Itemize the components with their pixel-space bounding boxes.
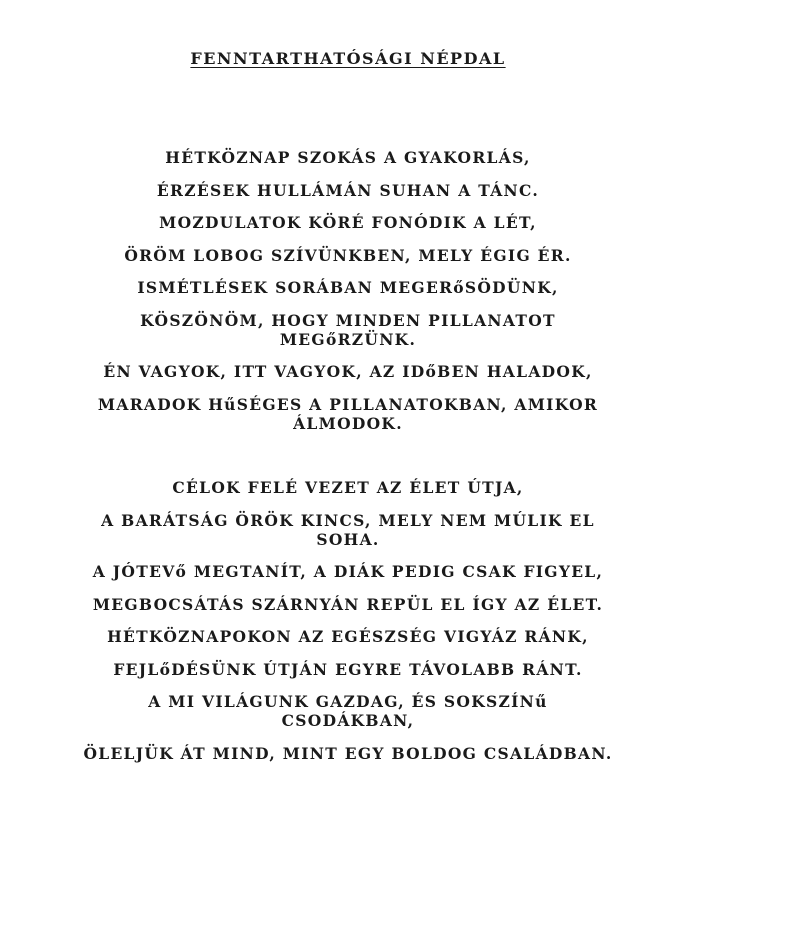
poem-line: A JÓTEVő MEGTANÍT, A DIÁK PEDIG CSAK FIGYEL, xyxy=(92,562,604,581)
stanza-2 xyxy=(80,478,616,763)
poem-line: ÖLELJÜK ÁT MIND, MINT EGY BOLDOG CSALÁDBAN. xyxy=(83,743,613,763)
poem-line: CÉLOK FELÉ VEZET AZ ÉLET ÚTJA, xyxy=(172,478,524,497)
poem-line: HÉTKÖZNAP SZOKÁS A GYAKORLÁS, xyxy=(165,148,531,167)
poem-line: MARADOK HűSÉGES A PILLANATOKBAN, AMIKOR ÁLMODOK. xyxy=(97,394,599,433)
poem-line: MEGBOCSÁTÁS SZÁRNYÁN REPÜL EL ÍGY AZ ÉLET. xyxy=(92,594,604,614)
poem-line: HÉTKÖZNAPOKON AZ EGÉSZSÉG VIGYÁZ RÁNK, xyxy=(107,627,589,646)
poem-line: ÖRÖM LOBOG SZÍVÜNKBEN, MELY ÉGIG ÉR. xyxy=(124,245,572,265)
poem-line: ÉN VAGYOK, ITT VAGYOK, AZ IDőBEN HALADOK, xyxy=(103,362,593,381)
poem-line: ISMÉTLÉSEK SORÁBAN MEGERőSÖDÜNK, xyxy=(137,278,559,297)
stanza-1 xyxy=(80,148,616,433)
poem-line: FEJLőDÉSÜNK ÚTJÁN EGYRE TÁVOLABB RÁNT. xyxy=(113,659,583,679)
poem-line: A BARÁTSÁG ÖRÖK KINCS, MELY NEM MÚLIK EL SOHA. xyxy=(101,510,595,549)
poem-line: ÉRZÉSEK HULLÁMÁN SUHAN A TÁNC. xyxy=(156,180,540,200)
poem-line: KÖSZÖNÖM, HOGY MINDEN PILLANATOT MEGőRZÜNK. xyxy=(140,310,556,349)
poem-line: A MI VILÁGUNK GAZDAG, ÉS SOKSZÍNű CSODÁKBAN, xyxy=(148,692,548,730)
poem-title: FENNTARTHATÓSÁGI NÉPDAL xyxy=(190,49,506,68)
poem-line: MOZDULATOK KÖRÉ FONÓDIK A LÉT, xyxy=(159,213,537,232)
